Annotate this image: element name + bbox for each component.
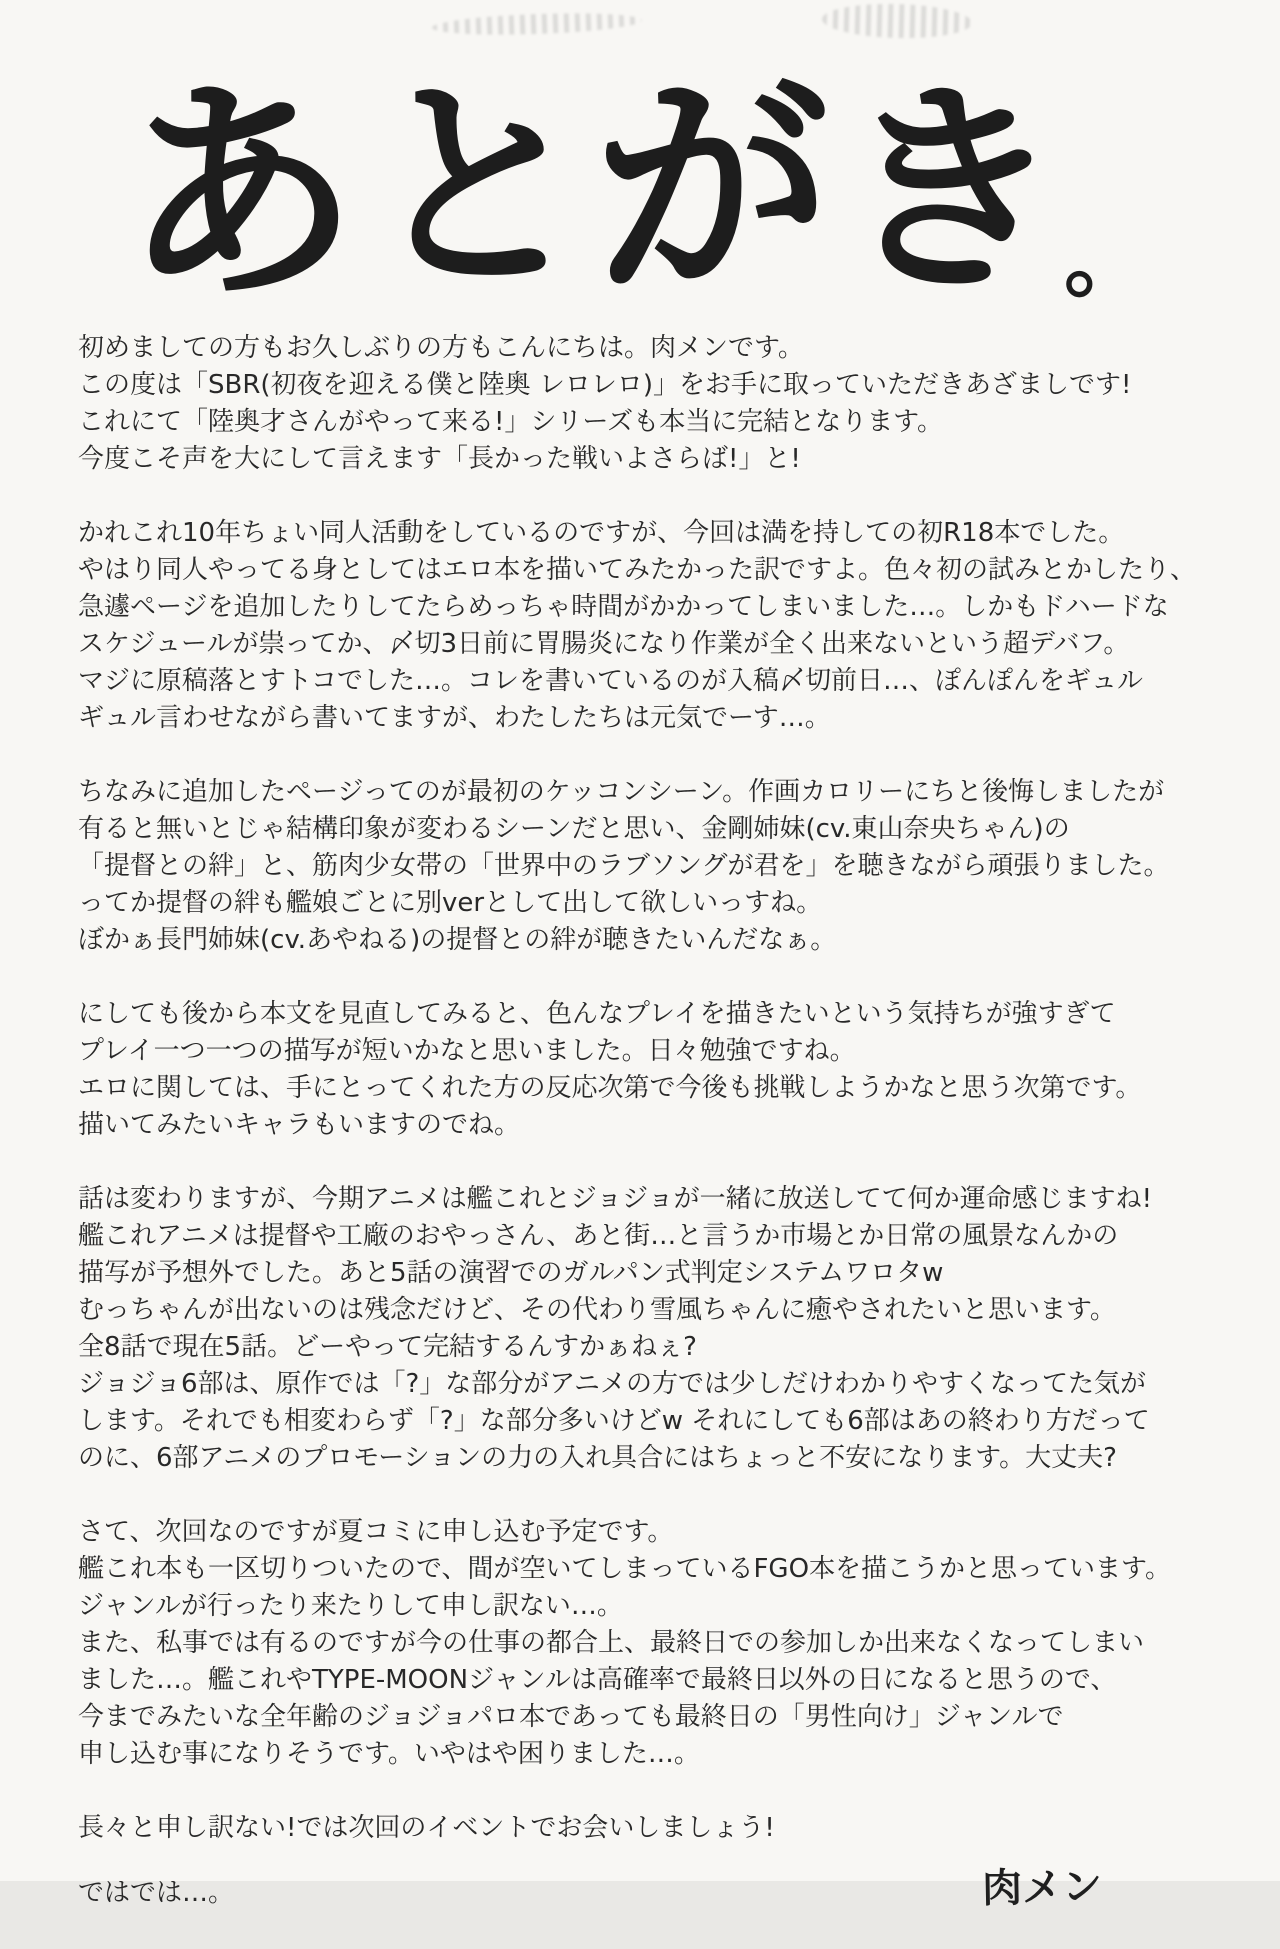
text-line: 有ると無いとじゃ結構印象が変わるシーンだと思い、金剛姉妹(cv.東山奈央ちゃん)の: [78, 814, 1070, 844]
text-line: ジョジョ6部は、原作では「?」な部分がアニメの方では少しだけわかりやすくなってた気が: [78, 1369, 1147, 1399]
title-char: あ: [113, 49, 366, 340]
text-line: 話は変わりますが、今期アニメは艦これとジョジョが一緒に放送してて何か運命感じますね!: [78, 1184, 1153, 1214]
text-line: 全8話で現在5話。どーやって完結するんすかぁねぇ?: [78, 1332, 697, 1362]
afterword-body: [78, 330, 1250, 1949]
text-line: プレイ一つ一つの描写が短いかなと思いました。日々勉強ですね。: [78, 1036, 856, 1066]
text-line: 長々と申し訳ない!では次回のイベントでお会いしましょう!: [78, 1813, 775, 1843]
title-char: 。: [1064, 211, 1149, 309]
text-line: ジャンルが行ったり来たりして申し訳ない…。: [78, 1591, 623, 1621]
text-line: エロに関しては、手にとってくれた方の反応次第で今後も挑戦しようかなと思う次第です。: [78, 1073, 1142, 1103]
author-signature: 肉メン: [981, 1863, 1103, 1913]
text-line: 描写が予想外でした。あと5話の演習でのガルパン式判定システムワロタw: [78, 1258, 944, 1288]
text-line: 今度こそ声を大にして言えます「長かった戦いよさらば!」と!: [78, 444, 801, 474]
page-title: [113, 4, 1180, 340]
text-line: むっちゃんが出ないのは残念だけど、その代わり雪風ちゃんに癒やされたいと思います。: [78, 1295, 1116, 1325]
text-line: のに、6部アニメのプロモーションの力の入れ具合にはちょっと不安になります。大丈夫?: [78, 1443, 1117, 1473]
paragraph-closing: [78, 1810, 1250, 1912]
text-line: ってか提督の絆も艦娘ごとに別verとして出して欲しいっすね。: [78, 888, 823, 918]
text-line: 艦これアニメは提督や工廠のおやっさん、あと街…と言うか市場とか日常の風景なんかの: [78, 1221, 1119, 1251]
text-line: スケジュールが祟ってか、〆切3日前に胃腸炎になり作業が全く出来ないという超デバフ。: [78, 629, 1130, 659]
text-line: 描いてみたいキャラもいますのでね。: [78, 1110, 521, 1140]
text-line: かれこれ10年ちょい同人活動をしているのですが、今回は満を持しての初R18本でした。: [78, 518, 1125, 548]
paragraph-deadline: [78, 515, 1250, 737]
title-char: が: [589, 45, 837, 332]
text-line: 今までみたいな全年齢のジョジョパロ本であっても最終日の「男性向け」ジャンルで: [78, 1702, 1064, 1732]
text-line: また、私事では有るのですが今の仕事の都合上、最終日での参加しか出来なくなってしまい: [78, 1628, 1145, 1658]
paragraph-anime: [78, 1181, 1250, 1477]
text-line: 「提督との絆」と、筋肉少女帯の「世界中のラブソングが君を」を聴きながら頑張りました。: [78, 851, 1170, 881]
text-line: ぼかぁ長門姉妹(cv.あやねる)の提督との絆が聴きたいんだなぁ。: [78, 925, 837, 955]
text-line: ギュル言わせながら書いてますが、わたしたちは元気でーす…。: [78, 703, 831, 733]
title-char: き: [831, 55, 1070, 328]
text-line: 艦これ本も一区切りついたので、間が空いてしまっているFGO本を描こうかと思っています。: [78, 1554, 1171, 1584]
farewell-row: [78, 1863, 1250, 1913]
text-line: これにて「陸奥才さんがやって来る!」シリーズも本当に完結となります。: [78, 407, 944, 437]
text-line: ちなみに追加したページってのが最初のケッコンシーン。作画カロリーにちと後悔しましたが: [78, 777, 1165, 807]
paragraph-greeting: [78, 330, 1250, 478]
text-line: 急遽ページを追加したりしてたらめっちゃ時間がかかってしまいました…。しかもドハードな: [78, 592, 1169, 622]
title-char: と: [361, 53, 595, 322]
text-line: にしても後から本文を見直してみると、色んなプレイを描きたいという気持ちが強すぎて: [78, 999, 1116, 1029]
text-line: この度は「SBR(初夜を迎える僕と陸奥 レロレロ)」をお手に取っていただきあざましです!: [78, 370, 1132, 400]
text-line: ました…。艦これやTYPE-MOONジャンルは高確率で最終日以外の日になると思うので、: [78, 1665, 1117, 1695]
paragraph-added-pages: [78, 774, 1250, 959]
text-line: マジに原稿落とすトコでした…。コレを書いているのが入稿〆切前日…、ぽんぽんをギュル: [78, 666, 1143, 696]
text-line: します。それでも相変わらず「?」な部分多いけどw それにしても6部はあの終わり方だって: [78, 1406, 1150, 1436]
text-line: 初めましての方もお久しぶりの方もこんにちは。肉メンです。: [78, 333, 804, 363]
text-line: さて、次回なのですが夏コミに申し込む予定です。: [78, 1517, 674, 1547]
paragraph-next-event: [78, 1514, 1250, 1773]
text-line: やはり同人やってる身としてはエロ本を描いてみたかった訳ですよ。色々初の試みとかしたり、: [78, 555, 1197, 585]
text-line: 申し込む事になりそうです。いやはや困りました…。: [78, 1739, 700, 1769]
farewell-text: ではでは…。: [78, 1878, 235, 1908]
paragraph-reflection: [78, 996, 1250, 1144]
